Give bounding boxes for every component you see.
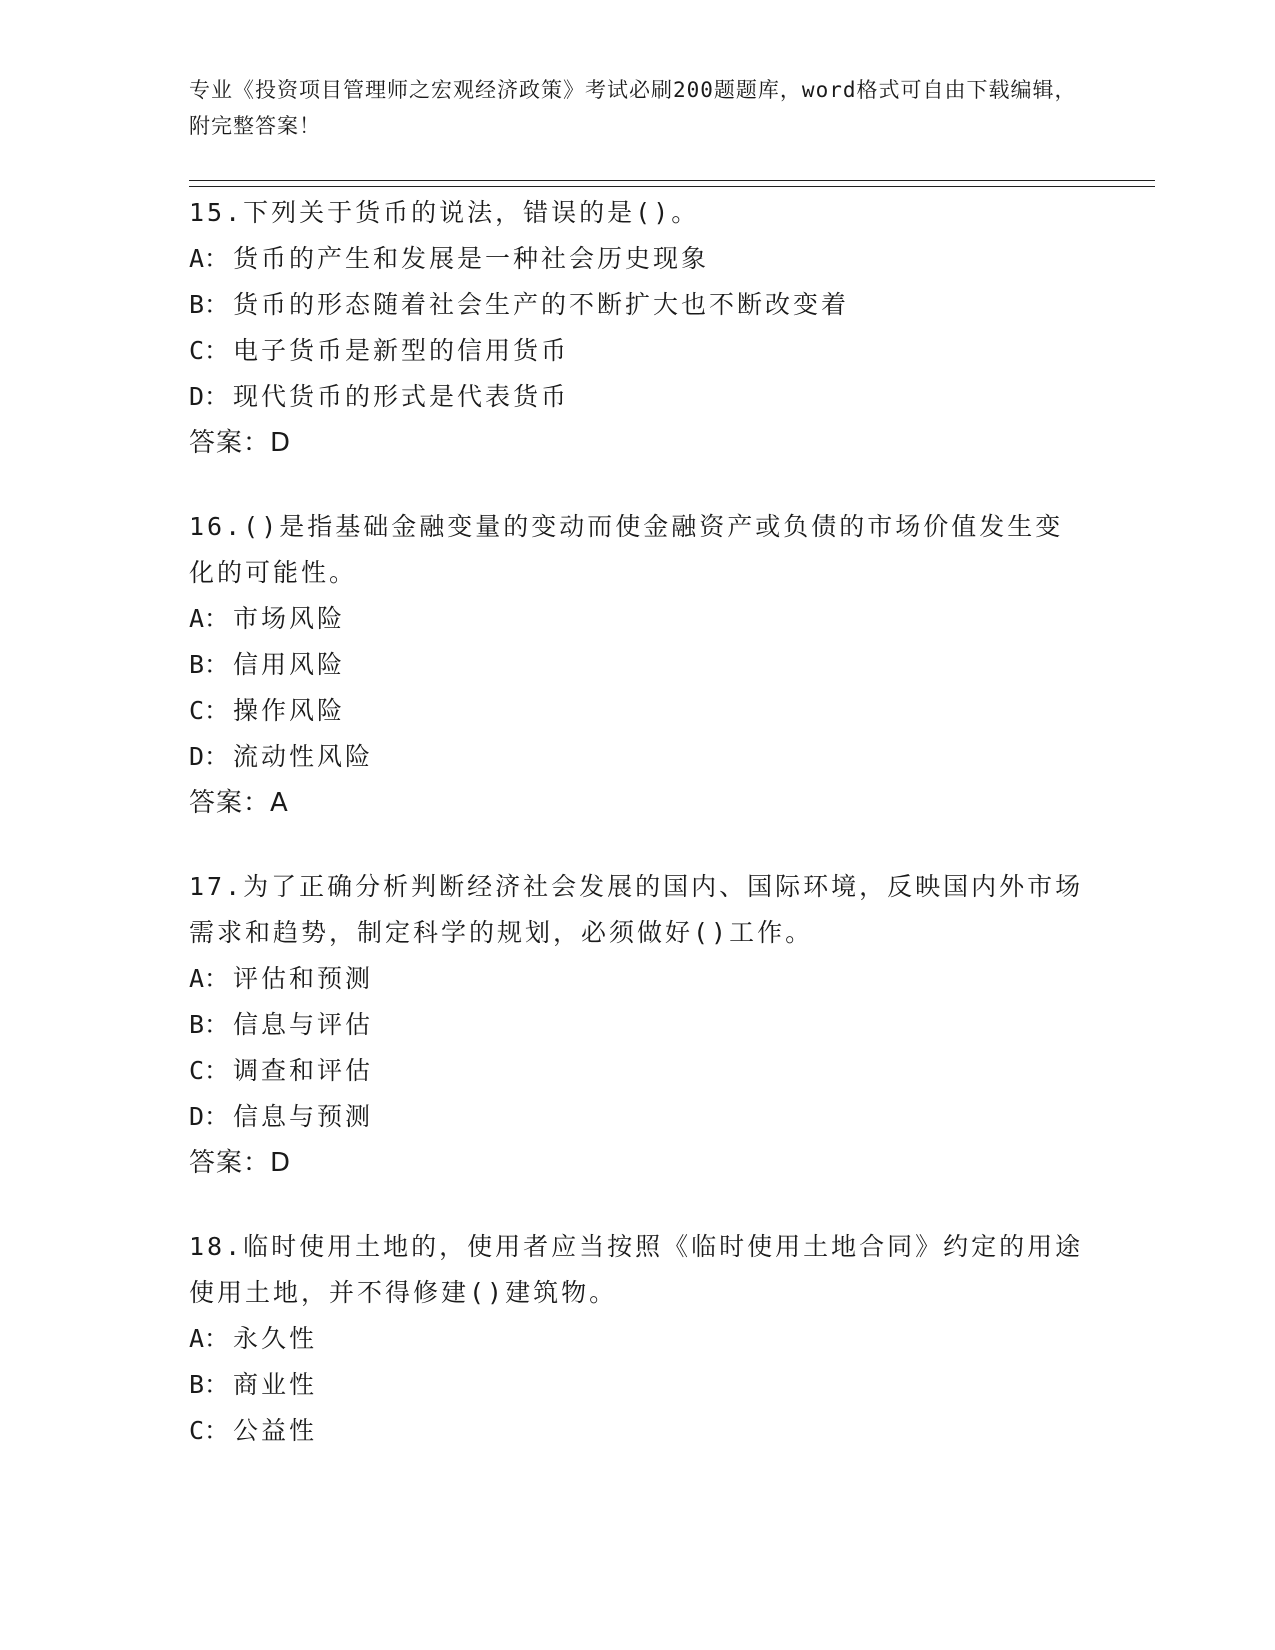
option-key: A： [189, 604, 230, 633]
question-18 [189, 1224, 1089, 1454]
option-key: B： [189, 650, 230, 679]
question-16 [189, 504, 1089, 826]
question-stem: 18.临时使用土地的，使用者应当按照《临时使用土地合同》约定的用途使用土地，并不得修建()建筑物。 [189, 1232, 1084, 1307]
option-key: D： [189, 742, 230, 771]
option-text: 商业性 [233, 1370, 318, 1399]
option-b [189, 1362, 1089, 1408]
answer-line: 答案：D [189, 428, 292, 458]
question-stem: 15.下列关于货币的说法，错误的是()。 [189, 198, 700, 227]
question-list [189, 190, 1089, 1492]
option-key: A： [189, 1324, 230, 1353]
option-c [189, 328, 1089, 374]
option-b [189, 642, 1089, 688]
option-text: 信用风险 [233, 650, 346, 679]
header-divider-top [189, 180, 1155, 181]
option-list [189, 596, 1089, 780]
option-d [189, 374, 1089, 420]
option-text: 公益性 [233, 1416, 318, 1445]
option-key: A： [189, 964, 230, 993]
option-text: 流动性风险 [233, 742, 374, 771]
question-17 [189, 864, 1089, 1186]
option-text: 市场风险 [233, 604, 346, 633]
option-text: 调查和评估 [233, 1056, 374, 1085]
option-text: 货币的产生和发展是一种社会历史现象 [233, 244, 710, 273]
question-stem: 17.为了正确分析判断经济社会发展的国内、国际环境，反映国内外市场需求和趋势，制定科学的规划，必须做好()工作。 [189, 872, 1084, 947]
option-b [189, 282, 1089, 328]
option-text: 电子货币是新型的信用货币 [233, 336, 570, 365]
option-key: B： [189, 1370, 230, 1399]
option-key: C： [189, 1056, 230, 1085]
question-stem: 16.()是指基础金融变量的变动而使金融资产或负债的市场价值发生变化的可能性。 [189, 512, 1064, 587]
option-text: 信息与预测 [233, 1102, 374, 1131]
option-key: C： [189, 336, 230, 365]
header-divider-bottom [189, 186, 1155, 187]
option-list [189, 956, 1089, 1140]
option-text: 现代货币的形式是代表货币 [233, 382, 570, 411]
option-key: A： [189, 244, 230, 273]
option-d [189, 734, 1089, 780]
document-header: 专业《投资项目管理师之宏观经济政策》考试必刷200题题库，word格式可自由下载编辑，附完整答案！ [189, 78, 1077, 138]
option-text: 信息与评估 [233, 1010, 374, 1039]
option-c [189, 1048, 1089, 1094]
option-c [189, 1408, 1089, 1454]
question-15 [189, 190, 1089, 466]
option-a [189, 236, 1089, 282]
option-list [189, 236, 1089, 420]
option-text: 永久性 [233, 1324, 318, 1353]
option-text: 评估和预测 [233, 964, 374, 993]
option-key: C： [189, 1416, 230, 1445]
answer-line: 答案：D [189, 1148, 292, 1178]
option-d [189, 1094, 1089, 1140]
option-b [189, 1002, 1089, 1048]
option-key: B： [189, 1010, 230, 1039]
option-list [189, 1316, 1089, 1454]
option-c [189, 688, 1089, 734]
option-text: 操作风险 [233, 696, 346, 725]
option-text: 货币的形态随着社会生产的不断扩大也不断改变着 [233, 290, 850, 319]
option-a [189, 1316, 1089, 1362]
option-key: C： [189, 696, 230, 725]
option-key: D： [189, 1102, 230, 1131]
option-key: B： [189, 290, 230, 319]
option-a [189, 956, 1089, 1002]
option-a [189, 596, 1089, 642]
option-key: D： [189, 382, 230, 411]
answer-line: 答案：A [189, 788, 289, 818]
